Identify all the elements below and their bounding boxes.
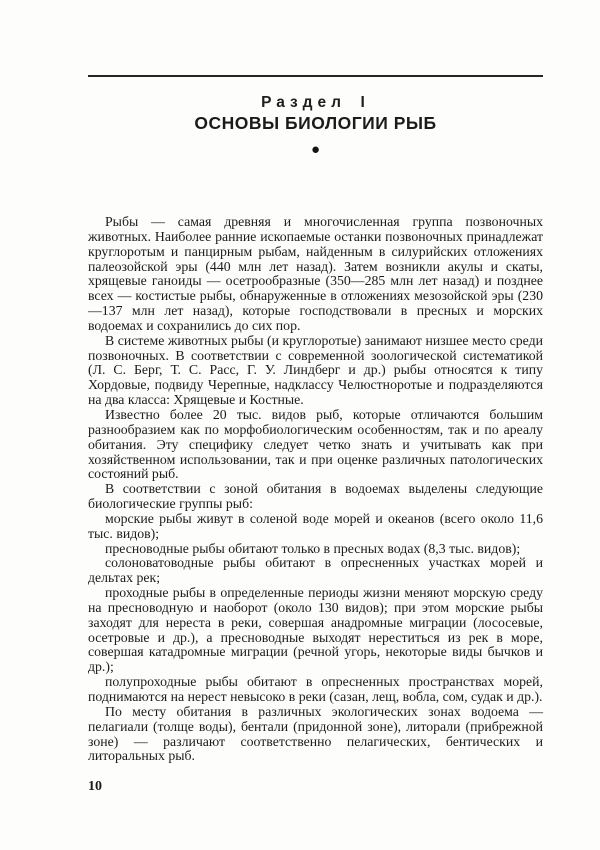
paragraph: полупроходные рыбы обитают в опресненных пространствах морей, поднимаются на нерест невысоко в реки (сазан, лещ, вобла, сом, судак и др.). <box>88 674 543 704</box>
dot-ornament-icon: ● <box>310 142 321 158</box>
body-text <box>88 215 543 764</box>
section-label: Раздел I <box>261 94 370 111</box>
page-number: 10 <box>88 779 102 794</box>
paragraph: В соответствии с зоной обитания в водоемах выделены следующие биологические группы рыб: <box>88 481 543 512</box>
header-rule <box>88 75 543 77</box>
paragraph: пресноводные рыбы обитают только в пресных водах (8,3 тыс. видов); <box>105 540 521 556</box>
section-divider <box>88 143 543 158</box>
paragraph: Известно более 20 тыс. видов рыб, которые отличаются большим разнообразием как по морфобиологическим особенностям, так и по ареалу обитания. Эту специфику следует четко знать и учитывать как при хозяйственном использовании, так и при оценке различных патологических состояний рыб. <box>88 406 543 482</box>
page-title: ОСНОВЫ БИОЛОГИИ РЫБ <box>194 113 437 133</box>
paragraph: Рыбы — самая древняя и многочисленная группа позвоночных животных. Наиболее ранние ископаемые останки позвоночных принадлежат круглоротым и панцирным рыбам, найденным в силурийских отложениях палеозойской эры (440 млн лет назад). Затем возникли акулы и скаты, хрящевые ганоиды — осетрообразные (350—285 млн лет назад) и позднее всех — костистые рыбы, обнаруженные в отложениях мезозойской эры (230—137 млн лет назад), которые господствовали в пресных и морских водоемах и сохранились до сих пор. <box>88 214 543 333</box>
paragraph: В системе животных рыбы (и круглоротые) занимают низшее место среди позвоночных. В соответствии с современной зоологической систематикой (Л. С. Берг, Т. С. Расс, Г. У. Линдберг и др.) рыбы относятся к типу Хордовые, подвиду Черепные, надклассу Челюстноротые и подразделяются на два класса: Хрящевые и Костные. <box>88 332 543 408</box>
paragraph: солоноватоводные рыбы обитают в опресненных участках морей и дельтах рек; <box>88 555 543 586</box>
paragraph: морские рыбы живут в соленой воде морей и океанов (всего около 11,6 тыс. видов); <box>88 510 543 541</box>
paragraph: По месту обитания в различных экологических зонах водоема — пелагиали (толще воды), бентали (придонной зоне), литорали (прибрежной зоне) — различают соответственно пелагических, бентических и литоральных рыб. <box>88 703 543 764</box>
paragraph: проходные рыбы в определенные периоды жизни меняют морскую среду на пресноводную и наоборот (около 130 видов); при этом морские рыбы заходят для нереста в реки, совершая анадромные миграции (лососевые, осетровые и др.), а пресноводные выходят нереститься из рек в море, совершая катадромные миграции (речной угорь, некоторые виды бычков и др.); <box>88 585 543 675</box>
